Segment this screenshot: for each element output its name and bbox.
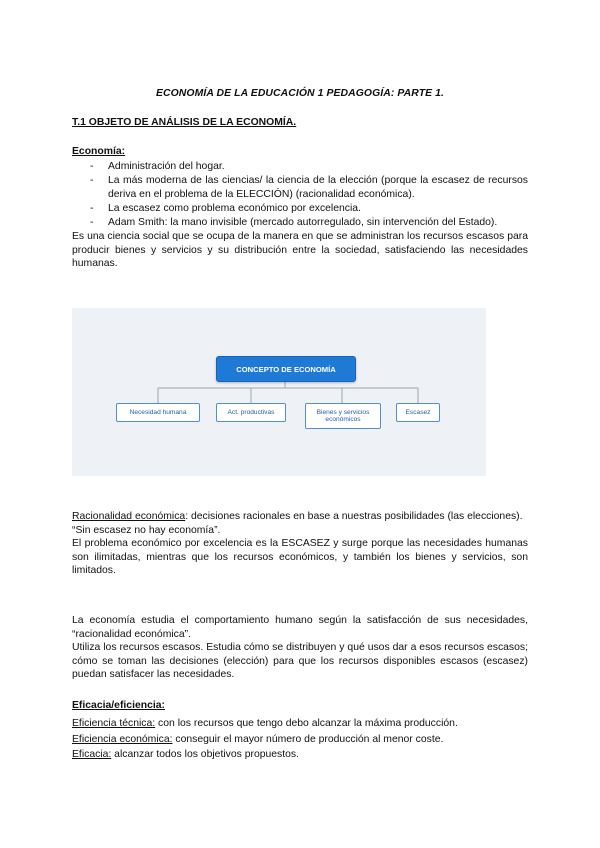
- diagram-root-node: CONCEPTO DE ECONOMÍA: [216, 356, 356, 382]
- eficacia-heading: Eficacia/eficiencia:: [72, 700, 165, 711]
- economia-list-block: [72, 160, 528, 271]
- racionalidad-paragraph: [72, 510, 528, 524]
- list-item: - Administración del hogar.: [72, 160, 528, 174]
- list-item: - La más moderna de las ciencias/ la ciencia de la elección (porque la escasez de recursos deriva en el problema de la ELECCIÓN) (racionalidad económica).: [72, 174, 528, 202]
- racionalidad-quote: “Sin escasez no hay economía”.: [72, 524, 221, 536]
- section-heading: T.1 OBJETO DE ANÁLISIS DE LA ECONOMÍA.: [72, 117, 297, 128]
- economia-definition: Es una ciencia social que se ocupa de la manera en que se administran los recursos escasos para producir bienes y servicios y su distribución entre la sociedad, satisfaciendo las necesidades humanas.: [72, 231, 528, 269]
- concept-diagram: [72, 308, 486, 476]
- racionalidad-rest: : decisiones racionales en base a nuestras posibilidades (las elecciones).: [185, 511, 523, 522]
- eficacia-block: [72, 716, 528, 763]
- diagram-node-escasez: Escasez: [396, 403, 440, 422]
- diagram-node-actividades: Act. productivas: [216, 403, 286, 422]
- diagram-node-bienes: Bienes y servicios económicos: [305, 403, 381, 429]
- racionalidad-block: [72, 510, 528, 578]
- document-title: ECONOMÍA DE LA EDUCACIÓN 1 PEDAGOGÍA: PARTE 1.: [155, 88, 445, 99]
- eficiencia-tecnica-line: [72, 716, 528, 732]
- economia-heading: Economía:: [72, 146, 126, 157]
- eficacia-term: Eficacia:: [72, 749, 112, 760]
- eficiencia-tecnica-text: con los recursos que tengo debo alcanzar la máxima producción.: [155, 718, 458, 729]
- diagram-connectors: [72, 308, 486, 476]
- economia-list: [72, 160, 528, 230]
- eficiencia-tecnica-term: Eficiencia técnica:: [72, 718, 156, 729]
- eficiencia-economica-term: Eficiencia económica:: [72, 733, 173, 745]
- escasez-paragraph: El problema económico por excelencia es la ESCASEZ y surge porque las necesidades humanas son ilimitadas, mientras que los recursos económicos, y también los bienes y servicios, son limitados.: [72, 538, 528, 576]
- estudio-block: [72, 614, 528, 682]
- eficiencia-economica-line: [72, 732, 528, 748]
- estudio-paragraph-1: La economía estudia el comportamiento humano según la satisfacción de sus necesidades, “racionalidad económica”.: [72, 615, 528, 640]
- eficacia-text: alcanzar todos los objetivos propuestos.: [111, 749, 299, 760]
- eficacia-line: [72, 747, 528, 763]
- diagram-node-necesidad: Necesidad humana: [116, 403, 200, 422]
- estudio-paragraph-2: Utiliza los recursos escasos. Estudia cómo se distribuyen y qué usos dar a esos recursos escasos; cómo se toman las decisiones (elección) para que los recursos disponibles escasos (escasez) puedan satisfacer las necesidades.: [72, 642, 528, 680]
- list-item: - Adam Smith: la mano invisible (mercado autorregulado, sin intervención del Estado).: [72, 216, 528, 230]
- eficiencia-economica-text: conseguir el mayor número de producción al menor coste.: [172, 733, 444, 745]
- racionalidad-term: Racionalidad económica: [72, 511, 186, 522]
- list-item: - La escasez como problema económico por excelencia.: [72, 202, 528, 216]
